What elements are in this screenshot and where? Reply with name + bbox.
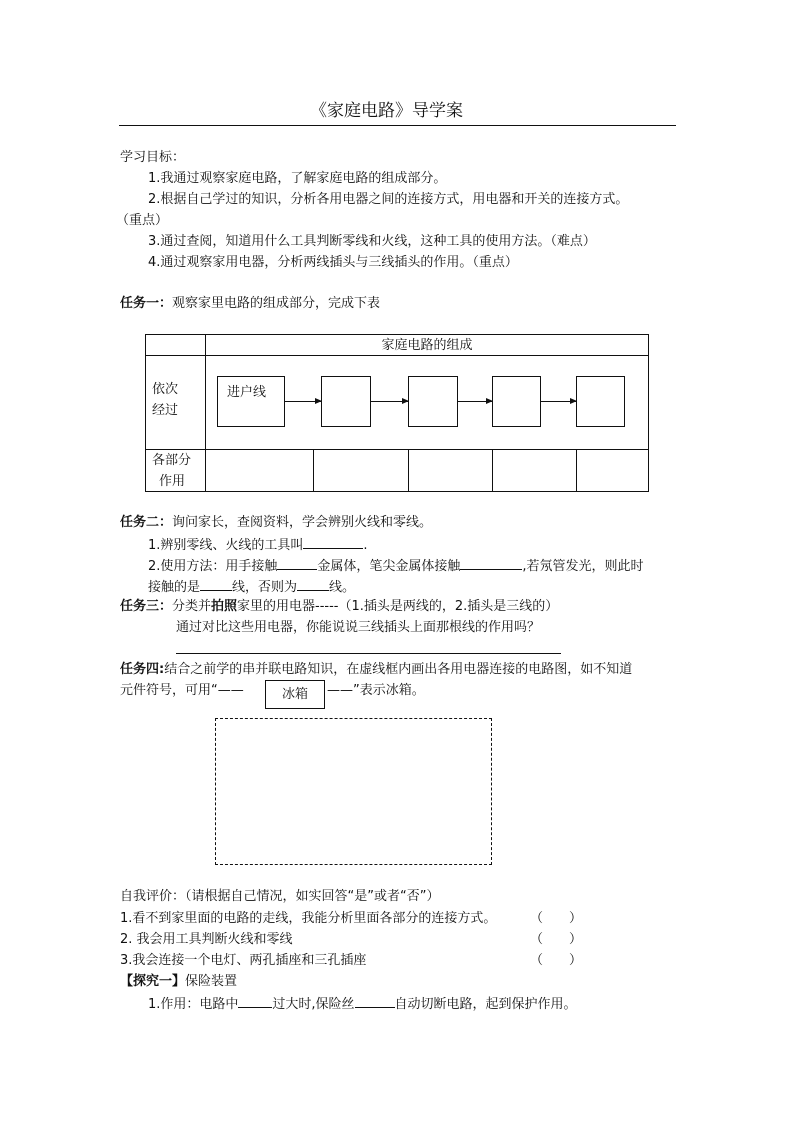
self-eval-answer-3[interactable]: （ ） (530, 953, 583, 968)
task2-text: 询问家长，查阅资料，学会辨别火线和零线。 (172, 515, 433, 530)
task3-question: 通过对比这些用电器，你能说说三线插头上面那根线的作用吗？ (176, 620, 541, 635)
explore1-item1: 1.作用：电路中 过大时,保险丝 自动切断电路，起到保护作用。 (148, 997, 577, 1012)
task4-line2b: ——”表示冰箱。 (327, 683, 425, 698)
title-rule (119, 125, 676, 126)
objective-2: 2.根据自己学过的知识，分析各用电器之间的连接方式，用电器和开关的连接方式。 (148, 192, 629, 207)
function-cell-2 (313, 449, 409, 492)
table-corner-cell (145, 334, 206, 356)
explore1-line: 【探究一】保险装置 (120, 974, 238, 989)
hand-contact-blank[interactable] (277, 557, 317, 570)
flow-box-1 (217, 376, 285, 427)
tip-contact-blank[interactable] (460, 557, 522, 570)
flow-box-2 (321, 376, 371, 427)
self-eval-answer-2[interactable]: （ ） (530, 932, 583, 947)
task4-line2a: 元件符号，可用“—— (120, 683, 244, 698)
table-header: 家庭电路的组成 (381, 338, 473, 353)
task2-item2: 2.使用方法：用手接触 金属体，笔尖金属体接触 ,若氖管发光，则此时 (148, 559, 644, 574)
flow-box-1-label: 进户线 (227, 385, 267, 400)
current-blank[interactable] (238, 995, 272, 1008)
task3-answer-line[interactable] (176, 653, 561, 654)
fridge-label: 冰箱 (281, 687, 308, 702)
objective-1: 1.我通过观察家庭电路，了解家庭电路的组成部分。 (148, 171, 447, 186)
self-eval-item-2: 2. 我会用工具判断火线和零线 (120, 932, 293, 947)
function-cell-1 (205, 449, 314, 492)
function-cell-4 (492, 449, 577, 492)
table-header-cell (205, 334, 649, 356)
function-cell-3 (408, 449, 493, 492)
task2-item2-cont: 接触的是 线，否则为 线。 (148, 580, 356, 595)
fuse-blank[interactable] (355, 995, 395, 1008)
objective-2-note: （重点） (116, 213, 169, 228)
page-title: 《家庭电路》导学案 (310, 101, 463, 121)
self-eval-item-1: 1.看不到家里面的电路的走线，我能分析里面各部分的连接方式。 (120, 911, 497, 926)
task1-line (120, 296, 380, 312)
flow-arrow-4 (541, 401, 576, 402)
fridge-symbol (265, 680, 325, 709)
task2-label: 任务二： (120, 515, 173, 530)
self-eval-answer-1[interactable]: （ ） (530, 911, 583, 926)
flow-arrow-2 (371, 401, 408, 402)
objective-3: 3.通过查阅，知道用什么工具判断零线和火线，这种工具的使用方法。（难点） (148, 234, 596, 249)
flow-box-4 (492, 376, 541, 427)
self-eval-heading: 自我评价：（请根据自己情况，如实回答“是”或者“否”） (120, 889, 440, 904)
circuit-drawing-area[interactable] (215, 718, 492, 865)
task2-line (120, 515, 432, 531)
flow-arrow-1 (285, 401, 321, 402)
task3-line: 任务三：分类并拍照家里的用电器-----（1.插头是两线的，2.插头是三线的） (120, 599, 559, 614)
flow-arrow-3 (458, 401, 492, 402)
neutral-wire-blank[interactable] (297, 578, 329, 591)
row1-label-a: 依次 (152, 382, 179, 397)
objective-4: 4.通过观察家用电器，分析两线插头与三线插头的作用。（重点） (148, 255, 518, 270)
task3-label: 任务三： (120, 599, 173, 614)
flow-box-3 (408, 376, 458, 427)
task1-text: 观察家里电路的组成部分，完成下表 (172, 296, 381, 311)
function-cell-5 (576, 449, 649, 492)
task4-label: 任务四: (120, 662, 165, 677)
row2-label-b: 作用 (159, 474, 186, 489)
row2-label-a: 各部分 (152, 453, 192, 468)
self-eval-item-3: 3.我会连接一个电灯、两孔插座和三孔插座 (120, 953, 367, 968)
explore1-label: 【探究一】 (120, 974, 186, 989)
flow-box-5 (576, 376, 625, 427)
task2-item1: 1.辨别零线、火线的工具叫 . (148, 538, 368, 553)
row1-label-b: 经过 (152, 403, 179, 418)
objectives-heading: 学习目标： (120, 150, 186, 165)
task4-line: 任务四:结合之前学的串并联电路知识，在虚线框内画出各用电器连接的电路图，如不知道 (120, 662, 633, 677)
tool-name-blank[interactable] (303, 536, 363, 549)
live-wire-blank[interactable] (200, 578, 232, 591)
task1-label: 任务一： (120, 296, 173, 311)
